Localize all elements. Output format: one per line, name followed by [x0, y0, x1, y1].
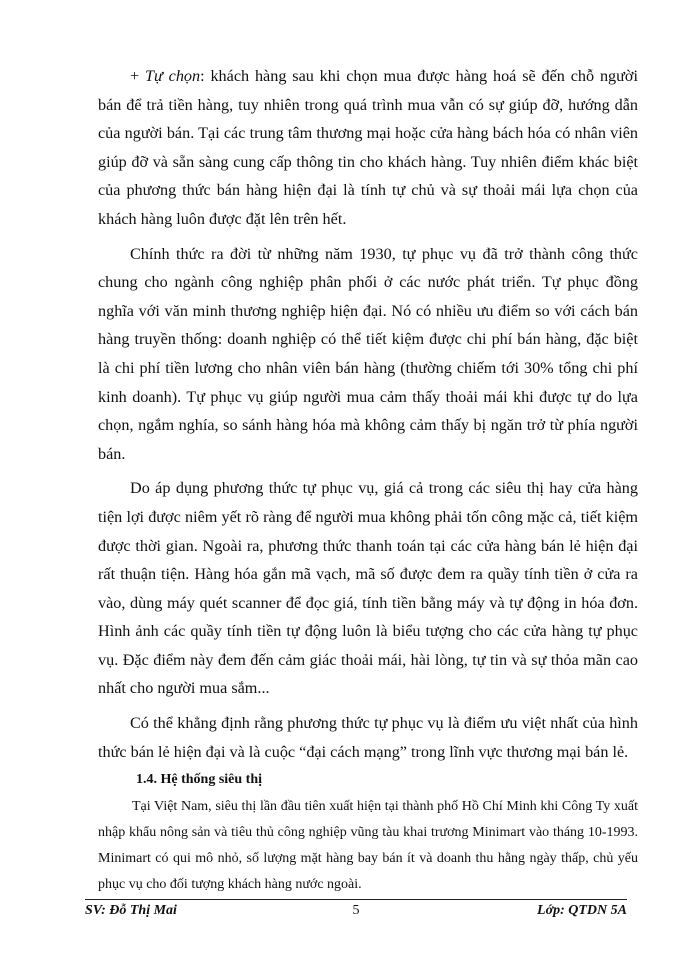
section-heading: 1.4. Hệ thống siêu thị [136, 772, 263, 788]
term-tu-chon: Tự chọn [144, 67, 201, 85]
footer-class-label: Lớp: QTDN 5A [537, 903, 627, 918]
paragraph-tu-chon [98, 62, 638, 234]
footer-divider [85, 899, 627, 900]
page-footer [85, 903, 627, 925]
bullet-marker: + [130, 67, 145, 85]
page-content [98, 62, 638, 898]
paragraph-pricing: Do áp dụng phương thức tự phục vụ, giá cả trong các siêu thị hay cửa hàng tiện lợi được niêm yết rõ ràng để người mua không phải tốn công mặc cả, tiết kiệm được thời gian. Ngoài ra, phương thức thanh toán tại các cửa hàng bán lẻ hiện đại rất thuận tiện. Hàng hóa gắn mã vạch, mã số được đem ra quầy tính tiền ở cửa ra vào, dùng máy quét scanner để đọc giá, tính tiền bằng máy và tự động in hóa đơn. Hình ảnh các quầy tính tiền tự động luôn là biểu tượng cho các cửa hàng tự phục vụ. Đặc điểm này đem đến cảm giác thoải mái, hài lòng, tự tin và sự thỏa mãn cao nhất cho người mua sắm... [98, 479, 638, 698]
footer-page-number: 5 [352, 903, 360, 918]
section-body: Tại Việt Nam, siêu thị lần đầu tiên xuất hiện tại thành phố Hồ Chí Minh khi Công Ty xuất nhập khẩu nông sản và tiêu thủ công nghiệp vũng tàu khai trương Minimart vào tháng 10-1993. Minimart có qui mô nhỏ, số lượng mặt hàng bay bán ít và doanh thu hằng ngày thấp, chủ yếu phục vụ cho đối tượng khách hàng nước ngoài. [98, 799, 638, 893]
paragraph-conclusion: Có thể khẳng định rằng phương thức tự phục vụ là điểm ưu việt nhất của hình thức bán lẻ hiện đại và là cuộc “đại cách mạng” trong lĩnh vực thương mại bán lẻ. [98, 714, 638, 761]
footer-student-name: SV: Đỗ Thị Mai [85, 903, 177, 918]
paragraph-text: : khách hàng sau khi chọn mua được hàng hoá sẽ đến chỗ người bán để trả tiền hàng, tuy nhiên trong quá trình mua vẫn có sự giúp đỡ, hướng dẫn của người bán. Tại các trung tâm thương mại hoặc cửa hàng bách hóa có nhân viên giúp đỡ và sẵn sàng cung cấp thông tin cho khách hàng. Tuy nhiên điểm khác biệt của phương thức bán hàng hiện đại là tính tự chủ và sự thoải mái lựa chọn của khách hàng luôn được đặt lên trên hết. [98, 67, 638, 228]
paragraph-history: Chính thức ra đời từ những năm 1930, tự phục vụ đã trở thành công thức chung cho ngành công nghiệp phân phối ở các nước phát triển. Tự phục đồng nghĩa với văn minh thương nghiệp hiện đại. Nó có nhiều ưu điểm so với cách bán hàng truyền thống: doanh nghiệp có thể tiết kiệm được chi phí bán hàng, đặc biệt là chi phí tiền lương cho nhân viên bán hàng (thường chiếm tới 30% tổng chi phí kinh doanh). Tự phục vụ giúp người mua cảm thấy thoải mái khi được tự do lựa chọn, ngắm nghía, so sánh hàng hóa mà không cảm thấy bị ngăn trở từ phía người bán. [98, 244, 638, 463]
